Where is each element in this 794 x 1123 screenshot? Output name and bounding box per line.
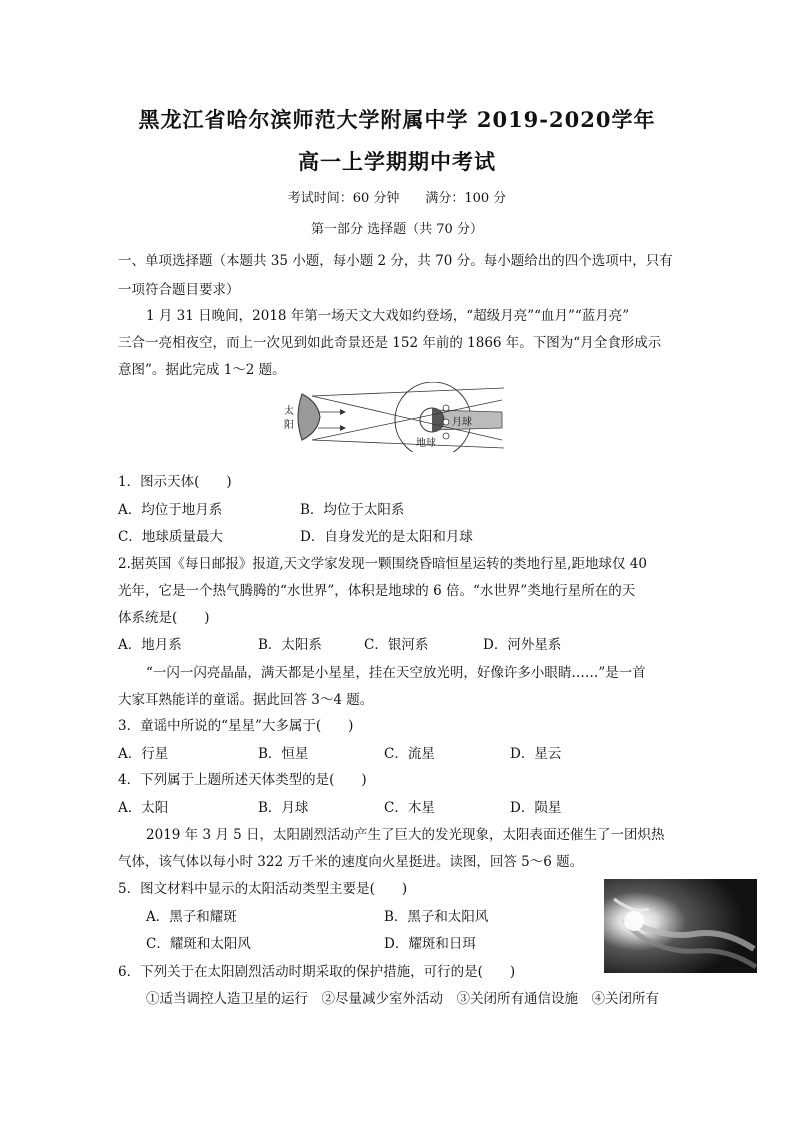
- passage3-line2: 气体，该气体以每小时 322 万千米的速度向火星挺进。读图，回答 5～6 题。: [118, 854, 584, 870]
- q5-option-d: D．耀斑和日珥: [384, 936, 476, 952]
- q2-line2: 光年，它是一个热气腾腾的“水世界”，体积是地球的 6 倍。“水世界”类地行星所在的天: [118, 583, 636, 599]
- q6-options: ①适当调控人造卫星的运行 ②尽量减少室外活动 ③关闭所有通信设施 ④关闭所有: [146, 991, 659, 1007]
- q2-option-b: B．太阳系: [258, 637, 322, 653]
- q1-option-c: C．地球质量最大: [118, 529, 223, 545]
- earth-label: 地球: [416, 438, 436, 449]
- q4-stem: 4．下列属于上题所述天体类型的是( ): [118, 772, 367, 788]
- q5-option-b: B．黑子和太阳风: [384, 909, 489, 925]
- moon-label: 月球: [452, 417, 472, 428]
- title-line-2: 高一上学期期中考试: [298, 149, 496, 174]
- q3-option-d: D．星云: [510, 746, 562, 762]
- q4-option-d: D．陨星: [510, 800, 562, 816]
- q3-option-a: A．行星: [118, 746, 169, 762]
- sun-label-2: 阳: [284, 420, 294, 431]
- q1-option-a: A．均位于地月系: [118, 502, 223, 518]
- passage1-line1: 1 月 31 日晚间，2018 年第一场天文大戏如约登场，“超级月亮”“血月”“蓝月亮”: [146, 308, 630, 324]
- q2-line1: 2.据英国《每日邮报》报道,天文学家发现一颗围绕昏暗恒星运转的类地行星,距地球仅 40: [118, 556, 647, 572]
- passage3-line1: 2019 年 3 月 5 日，太阳剧烈活动产生了巨大的发光现象，太阳表面还催生了一团炽热: [146, 827, 665, 843]
- q1-option-b: B．均位于太阳系: [300, 502, 405, 518]
- q2-option-c: C．银河系: [364, 637, 429, 653]
- passage2-line1: “一闪一闪亮晶晶，满天都是小星星，挂在天空放光明，好像许多小眼睛……”是一首: [146, 665, 646, 681]
- part-title: 第一部分 选择题（共 70 分）: [311, 222, 483, 237]
- q5-option-a: A．黑子和耀斑: [146, 909, 237, 925]
- q3-option-b: B．恒星: [258, 746, 309, 762]
- q4-option-c: C．木星: [384, 800, 435, 816]
- q3-stem: 3．童谣中所说的“星星”大多属于( ): [118, 718, 354, 734]
- lunar-eclipse-diagram: [280, 382, 505, 452]
- moon-position: [443, 405, 449, 411]
- sun-label-1: 太: [284, 406, 294, 417]
- section-heading-2: 一项符合题目要求）: [118, 282, 240, 298]
- q1-stem: 1．图示天体( ): [118, 474, 232, 490]
- passage2-line2: 大家耳熟能详的童谣。据此回答 3～4 题。: [118, 692, 374, 708]
- q1-option-d: D．自身发光的是太阳和月球: [300, 529, 473, 545]
- title-line-1: 黑龙江省哈尔滨师范大学附属中学 2019-2020学年: [138, 107, 656, 132]
- section-heading-1: 一、单项选择题（本题共 35 小题，每小题 2 分，共 70 分。每小题给出的四个选项中，只有: [118, 253, 673, 269]
- q5-stem: 5．图文材料中显示的太阳活动类型主要是( ): [118, 881, 408, 897]
- passage1-line3: 意图”。据此完成 1～2 题。: [118, 362, 286, 378]
- q4-option-a: A．太阳: [118, 800, 169, 816]
- solar-activity-photo: [604, 879, 757, 973]
- q6-stem: 6．下列关于在太阳剧烈活动时期采取的保护措施，可行的是( ): [118, 964, 516, 980]
- q5-option-c: C．耀斑和太阳风: [146, 936, 251, 952]
- q4-option-b: B．月球: [258, 800, 309, 816]
- exam-info: 考试时间：60 分钟 满分：100 分: [287, 191, 507, 206]
- passage1-line2: 三合一亮相夜空，而上一次见到如此奇景还是 152 年前的 1866 年。下图为“月全食形成示: [118, 335, 662, 351]
- q3-option-c: C．流星: [384, 746, 435, 762]
- q2-option-d: D．河外星系: [483, 637, 562, 653]
- q2-option-a: A．地月系: [118, 637, 182, 653]
- q2-line3: 体系统是( ): [118, 610, 210, 626]
